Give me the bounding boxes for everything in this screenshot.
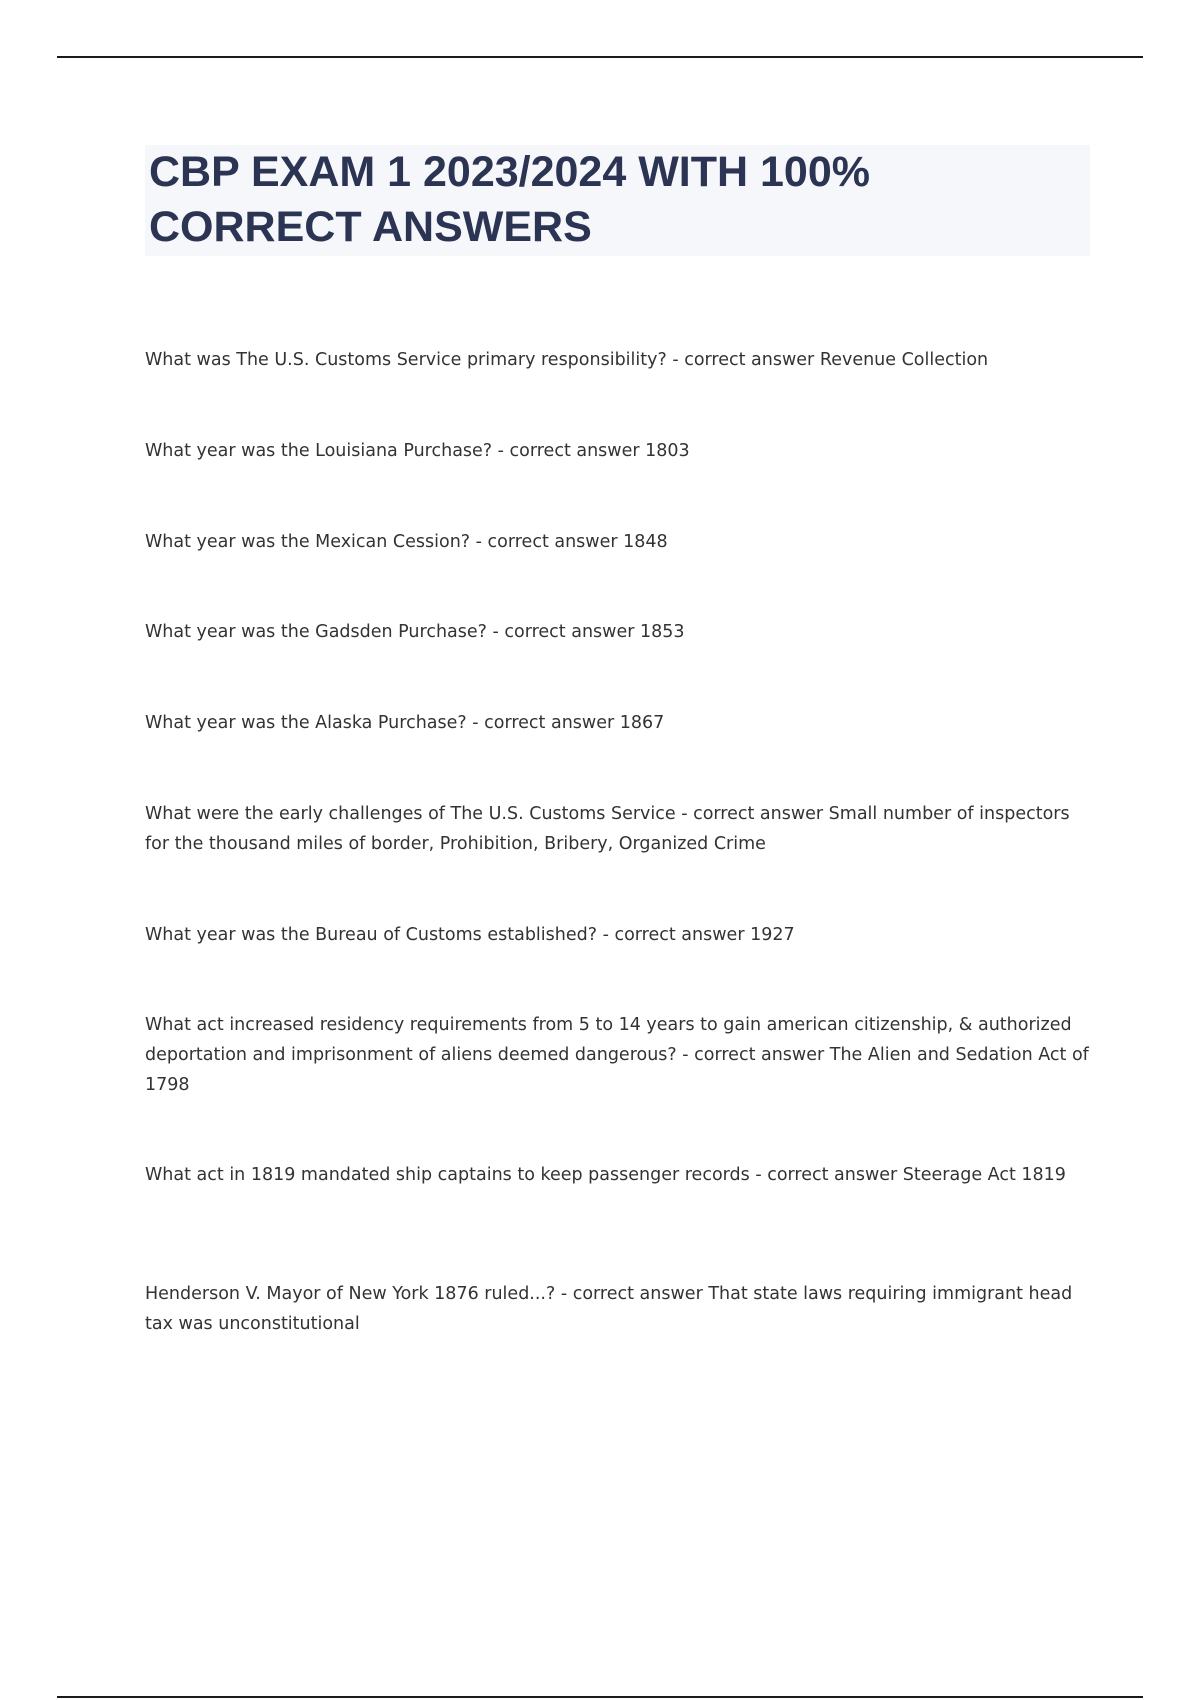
- qa-item-1: What was The U.S. Customs Service primary responsibility? - correct answer Revenue Collection: [145, 350, 989, 370]
- title-line-1: CBP EXAM 1 2023/2024 WITH 100%: [149, 148, 870, 196]
- qa-item-4: What year was the Gadsden Purchase? - correct answer 1853: [145, 622, 685, 642]
- top-rule: [57, 56, 1143, 58]
- qa-item-8: What act increased residency requirements from 5 to 14 years to gain american citizenship, & authorized deportation and imprisonment of aliens deemed dangerous? - correct answer The Alien and Sedation Act of 1798: [145, 1015, 1089, 1095]
- qa-item-5: What year was the Alaska Purchase? - correct answer 1867: [145, 713, 665, 733]
- title-line-2: CORRECT ANSWERS: [149, 203, 592, 251]
- qa-item-10: Henderson V. Mayor of New York 1876 ruled...? - correct answer That state laws requiring immigrant head tax was unconstitutional: [145, 1284, 1073, 1334]
- qa-item-7: What year was the Bureau of Customs established? - correct answer 1927: [145, 925, 795, 945]
- bottom-rule: [57, 1696, 1143, 1698]
- qa-item-3: What year was the Mexican Cession? - correct answer 1848: [145, 532, 668, 552]
- qa-item-9: What act in 1819 mandated ship captains to keep passenger records - correct answer Steerage Act 1819: [145, 1165, 1066, 1185]
- document-title: [149, 145, 1086, 255]
- qa-item-2: What year was the Louisiana Purchase? - correct answer 1803: [145, 441, 690, 461]
- title-banner: [145, 145, 1090, 256]
- qa-item-6: What were the early challenges of The U.S. Customs Service - correct answer Small number of inspectors for the thousand miles of border, Prohibition, Bribery, Organized Crime: [145, 804, 1070, 854]
